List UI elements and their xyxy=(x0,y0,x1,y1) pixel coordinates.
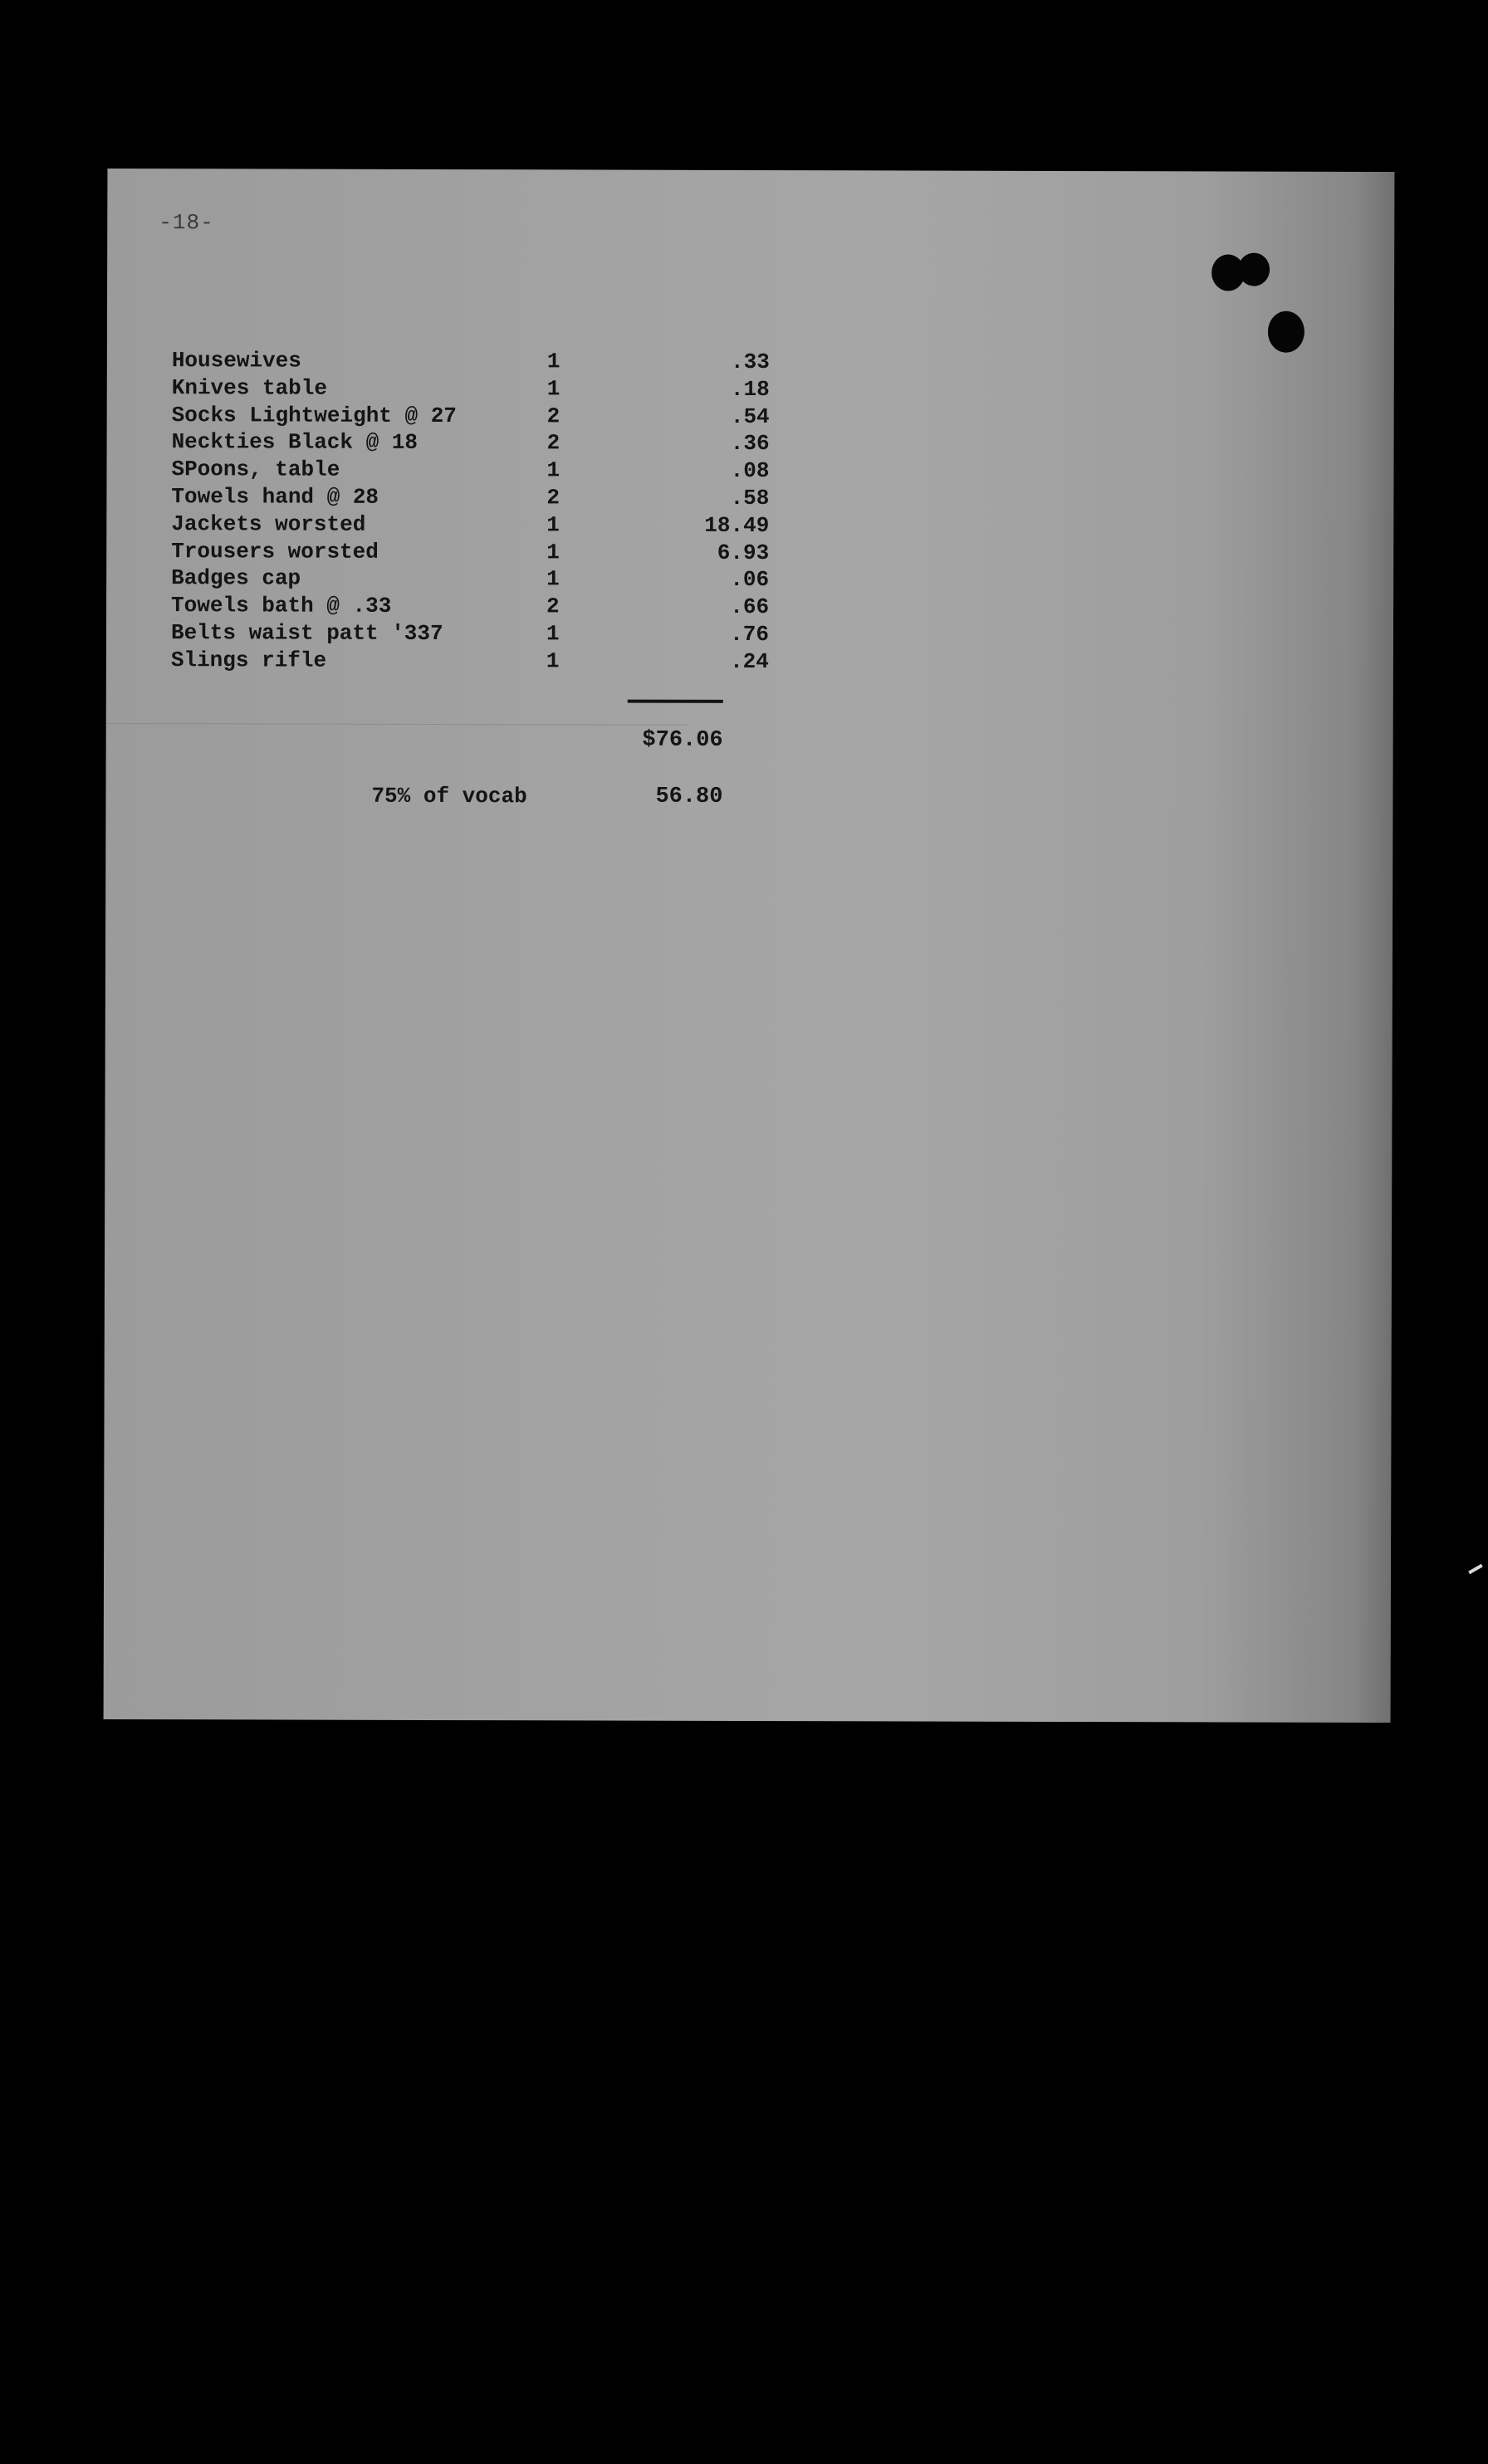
item-row xyxy=(171,647,769,676)
vocab-value: 56.80 xyxy=(655,784,723,809)
ink-blot xyxy=(1238,253,1270,286)
item-amount: .54 xyxy=(730,403,770,429)
item-amount: .66 xyxy=(730,594,770,620)
item-quantity: 2 xyxy=(546,594,560,619)
total-amount: $76.06 xyxy=(642,727,723,753)
item-amount: 18.49 xyxy=(704,512,770,538)
vocab-label: 75% of vocab xyxy=(371,783,527,809)
item-amount: .06 xyxy=(730,567,770,593)
item-row xyxy=(171,565,769,594)
item-amount: 6.93 xyxy=(717,540,770,565)
item-name: Neckties Black @ 18 xyxy=(171,429,418,456)
item-amount: .24 xyxy=(730,648,769,674)
page-number: -18- xyxy=(159,210,214,236)
item-name: Jackets worsted xyxy=(171,511,366,537)
item-quantity: 2 xyxy=(546,485,560,511)
item-amount: .76 xyxy=(730,621,770,648)
item-amount: .36 xyxy=(730,431,770,457)
total-underline xyxy=(628,700,723,703)
item-name: Socks Lightweight @ 27 xyxy=(171,402,457,428)
item-quantity: 1 xyxy=(546,349,560,374)
item-name: Towels bath @ .33 xyxy=(171,593,392,619)
item-row xyxy=(171,592,769,621)
bleed-through-rule xyxy=(106,723,688,726)
item-amount: .18 xyxy=(730,376,770,402)
item-quantity: 1 xyxy=(546,457,560,483)
item-row xyxy=(171,483,769,512)
item-row xyxy=(172,429,770,458)
item-amount: .58 xyxy=(730,485,770,511)
item-list xyxy=(171,347,770,675)
item-quantity: 2 xyxy=(546,403,560,428)
item-name: Slings rifle xyxy=(170,647,327,673)
item-name: SPoons, table xyxy=(171,457,340,482)
document-page xyxy=(104,169,1395,1723)
item-quantity: 1 xyxy=(546,648,560,674)
item-quantity: 1 xyxy=(546,376,560,402)
film-scratch xyxy=(1468,1564,1483,1574)
ink-blot xyxy=(1268,311,1304,353)
item-name: Trousers worsted xyxy=(171,538,379,565)
item-name: Towels hand @ 28 xyxy=(171,484,379,510)
item-quantity: 1 xyxy=(546,566,560,592)
item-name: Belts waist patt '337 xyxy=(170,620,443,647)
item-quantity: 1 xyxy=(546,512,560,538)
item-row xyxy=(171,456,769,485)
item-row xyxy=(172,402,770,431)
item-name: Knives table xyxy=(171,374,328,401)
item-name: Badges cap xyxy=(171,565,301,591)
item-row xyxy=(171,511,769,540)
item-quantity: 2 xyxy=(546,430,560,456)
item-row xyxy=(171,619,769,648)
item-row xyxy=(172,374,770,403)
item-name: Housewives xyxy=(171,348,301,374)
item-amount: .33 xyxy=(730,349,770,375)
item-amount: .08 xyxy=(730,458,770,484)
item-row xyxy=(172,347,770,376)
item-row xyxy=(171,538,769,567)
item-quantity: 1 xyxy=(546,621,560,647)
item-quantity: 1 xyxy=(546,539,560,565)
